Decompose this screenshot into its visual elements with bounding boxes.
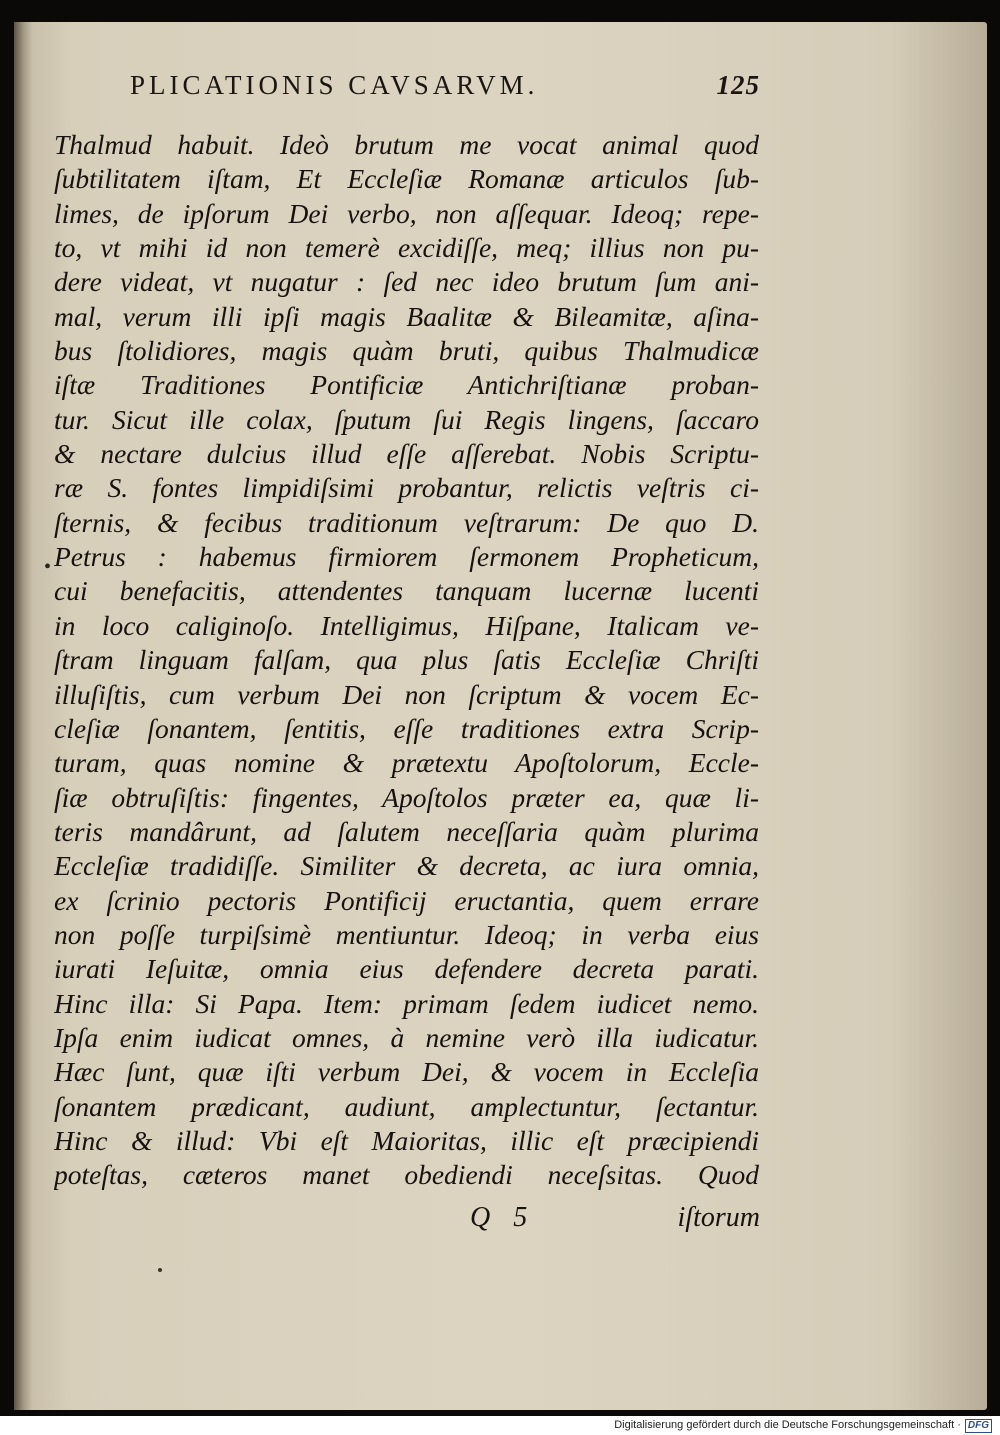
text-line: ſubtilitatem iſtam, Et Eccleſiæ Romanæ articulos ſub- bbox=[54, 163, 759, 195]
catchline bbox=[470, 1202, 760, 1234]
text-line: Thalmud habuit. Ideò brutum me vocat animal quod bbox=[54, 129, 759, 160]
body-text bbox=[54, 128, 759, 1193]
text-line: ræ S. fontes limpidiſsimi probantur, relictis veſtris ci- bbox=[54, 472, 759, 504]
footer-credit: Digitalisierung gefördert durch die Deutsche Forschungsgemeinschaft · bbox=[614, 1419, 961, 1431]
text-line: ſternis, & fecibus traditionum veſtrarum: De quo D. bbox=[54, 506, 759, 538]
text-line: mal, verum illi ipſi magis Baalitæ & Bileamitæ, aſina- bbox=[54, 300, 759, 332]
page-number: 125 bbox=[716, 70, 760, 100]
text-line: cui benefacitis, attendentes tanquam lucernæ lucenti bbox=[54, 575, 759, 607]
text-line: ſiæ obtruſiſtis: fingentes, Apoſtolos præter ea, quæ li- bbox=[54, 781, 759, 813]
ink-speck bbox=[158, 1268, 162, 1272]
text-line: Hinc illa: Si Papa. Item: primam ſedem iudicet nemo. bbox=[54, 987, 759, 1019]
text-line: to, vt mihi id non temerè excidiſſe, meq; illius non pu- bbox=[54, 232, 759, 264]
text-line: dere videat, vt nugatur : ſed nec ideo brutum ſum ani- bbox=[54, 266, 759, 298]
text-line: Hæc ſunt, quæ iſti verbum Dei, & vocem in Eccleſia bbox=[54, 1056, 759, 1088]
text-line: iſtæ Traditiones Pontificiæ Antichriſtianæ proban- bbox=[54, 369, 759, 401]
digitization-footer bbox=[0, 1416, 1000, 1435]
text-line: Eccleſiæ tradidiſſe. Similiter & decreta, ac iura omnia, bbox=[54, 850, 759, 882]
running-head-title: PLICATIONIS CAVSARVM. bbox=[130, 70, 539, 100]
text-line: Hinc & illud: Vbi eſt Maioritas, illic eſt præcipiendi bbox=[54, 1124, 759, 1156]
text-line: in loco caliginoſo. Intelligimus, Hiſpane, Italicam ve- bbox=[54, 609, 759, 641]
text-line: ſonantem prædicant, audiunt, amplectuntur, ſectantur. bbox=[54, 1090, 759, 1122]
text-line: iurati Ieſuitæ, omnia eius defendere decreta parati. bbox=[54, 953, 759, 985]
text-line: tur. Sicut ille colax, ſputum ſui Regis lingens, ſaccaro bbox=[54, 403, 759, 435]
text-line: Ipſa enim iudicat omnes, à nemine verò illa iudicatur. bbox=[54, 1021, 759, 1053]
text-line: teris mandârunt, ad ſalutem neceſſaria quàm plurima bbox=[54, 815, 759, 847]
text-line: & nectare dulcius illud eſſe aſſerebat. Nobis Scriptu- bbox=[54, 438, 759, 470]
text-line: turam, quas nomine & prætextu Apoſtolorum, Eccle- bbox=[54, 747, 759, 779]
text-line: bus ſtolidiores, magis quàm bruti, quibus Thalmudicæ bbox=[54, 335, 759, 367]
text-line: illuſiſtis, cum verbum Dei non ſcriptum & vocem Ec- bbox=[54, 678, 759, 710]
running-head bbox=[130, 70, 760, 101]
text-line: cleſiæ ſonantem, ſentitis, eſſe traditiones extra Scrip- bbox=[54, 712, 759, 744]
margin-mark: • bbox=[44, 556, 52, 578]
signature-mark: Q 5 bbox=[470, 1202, 536, 1233]
page-gutter-shadow bbox=[14, 22, 32, 1410]
text-line: ſtram linguam falſam, qua plus ſatis Eccleſiæ Chriſti bbox=[54, 644, 759, 676]
text-line: Petrus : habemus firmiorem ſermonem Propheticum, bbox=[54, 541, 759, 573]
catchword: iſtorum bbox=[677, 1202, 760, 1233]
text-line: ex ſcrinio pectoris Pontificij eructantia, quem errare bbox=[54, 884, 759, 916]
dfg-logo: DFG bbox=[965, 1419, 992, 1433]
text-line: limes, de ipſorum Dei verbo, non aſſequar. Ideoq; repe- bbox=[54, 197, 759, 229]
text-line: non poſſe turpiſsimè mentiuntur. Ideoq; in verba eius bbox=[54, 918, 759, 950]
text-line: poteſtas, cæteros manet obediendi neceſsitas. Quod bbox=[54, 1159, 759, 1191]
